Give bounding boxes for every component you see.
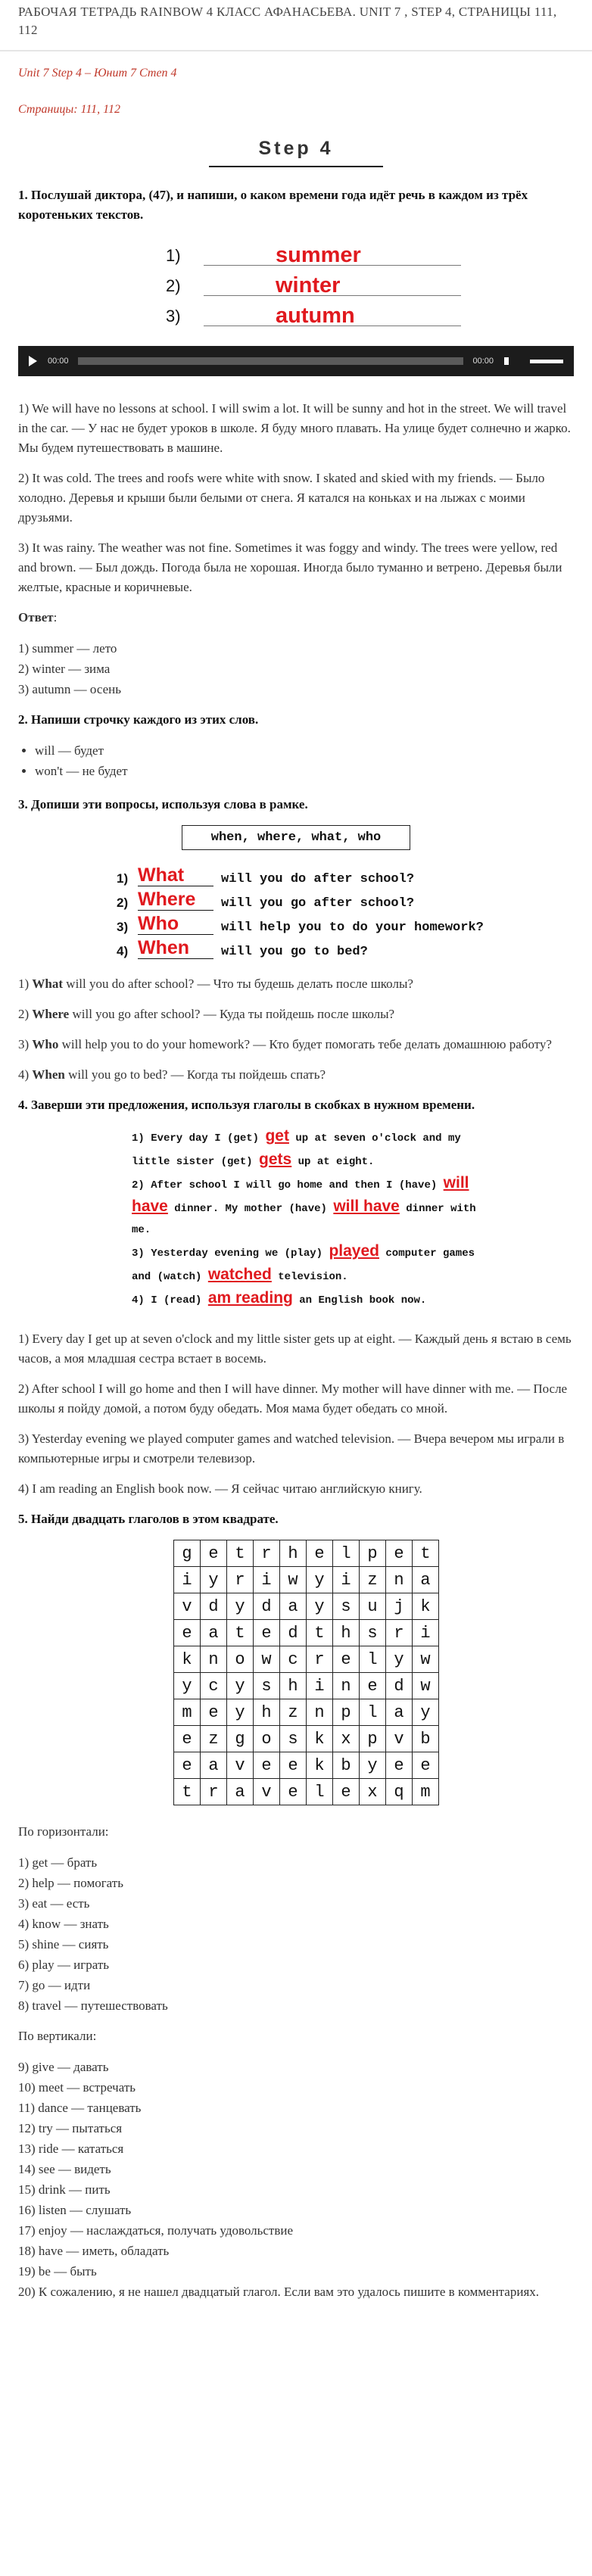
fill-answer: played [329,1242,379,1260]
answer-label: Ответ: [18,610,58,625]
grid-cell: y [201,1567,227,1593]
grid-cell: k [413,1593,439,1620]
fill-text: up at seven o'clock and my little sister (get) [132,1132,461,1168]
list-item: 9) give — давать [18,2060,109,2074]
question-row [117,886,574,911]
grid-cell: e [174,1752,201,1779]
grid-cell: i [333,1567,360,1593]
current-time: 00:00 [48,357,69,366]
question-number: 4) [117,944,129,958]
fill-text: 2) After school I will go home and then I (have) [132,1179,438,1191]
list-item: 12) try — пытаться [18,2121,123,2135]
ex1-answer-row [166,266,574,296]
grid-cell: h [254,1699,280,1726]
step-underline [209,166,383,167]
list-item: 14) see — видеть [18,2162,111,2176]
grid-cell: n [201,1646,227,1673]
grid-cell: c [280,1646,307,1673]
grid-cell: e [174,1726,201,1752]
grid-cell: w [413,1673,439,1699]
fill-text: 4) I (read) [132,1294,202,1307]
list-item: 10) meet — встречать [18,2080,136,2095]
list-item: 19) be — быть [18,2264,97,2279]
vert-list [18,2057,574,2302]
grid-cell: x [333,1726,360,1752]
ex3-heading: 3. Допиши эти вопросы, используя слова в рамке. [18,797,308,811]
line-text: will you do after school? — Что ты будешь делать после школы? [63,977,413,991]
grid-cell: w [254,1646,280,1673]
list-item: 1) get — брать [18,1855,98,1870]
grid-cell: l [360,1646,386,1673]
breadcrumb: Unit 7 Step 4 – Юнит 7 Степ 4 [18,67,177,79]
question-row [117,862,574,886]
answer-number: 1) [166,246,181,265]
grid-cell: a [386,1699,413,1726]
grid-cell: o [227,1646,254,1673]
grid-cell: y [174,1673,201,1699]
divider [0,50,592,51]
answer-word: winter [276,273,341,297]
step-heading: Step 4 [258,138,334,159]
list-item: 8) travel — путешествовать [18,1998,168,2013]
grid-cell: r [201,1779,227,1805]
line-bold: What [32,977,64,991]
grid-cell: l [360,1699,386,1726]
grid-cell: m [174,1699,201,1726]
grid-cell: s [254,1673,280,1699]
list-item: 4) know — знать [18,1917,109,1931]
volume-slider[interactable] [530,360,563,363]
grid-cell: a [201,1620,227,1646]
ex1-answer-row [166,296,574,326]
grid-cell: y [307,1593,333,1620]
grid-cell: q [386,1779,413,1805]
ex2-heading: 2. Напиши строчку каждого из этих слов. [18,712,259,727]
grid-row [174,1593,439,1620]
grid-cell: p [360,1540,386,1567]
fill-answer: will have [333,1198,400,1215]
fill-answer: get [265,1127,289,1145]
duration-time: 00:00 [472,357,494,366]
grid-cell: l [333,1540,360,1567]
grid-cell: r [307,1646,333,1673]
grid-row [174,1752,439,1779]
grid-cell: y [307,1567,333,1593]
grid-cell: h [333,1620,360,1646]
list-item: • will — будет [35,740,574,761]
grid-cell: i [174,1567,201,1593]
word-search-grid [173,1540,439,1805]
pages-label: Страницы: 111, 112 [18,103,120,116]
audio-player[interactable] [18,346,574,376]
grid-cell: p [333,1699,360,1726]
list-item: 7) go — идти [18,1978,91,1992]
grid-cell: e [360,1673,386,1699]
ex4-text: 4) I am reading an English book now. — Я сейчас читаю английскую книгу. [18,1481,422,1496]
grid-cell: d [386,1673,413,1699]
question-number: 3) [117,920,129,934]
fill-text: television. [278,1271,348,1283]
grid-cell: v [174,1593,201,1620]
grid-cell: h [280,1673,307,1699]
grid-cell: k [174,1646,201,1673]
question-row [117,911,574,935]
fill-sentence [132,1241,480,1288]
question-rest: will you go after school? [221,896,415,911]
answer-number: 3) [166,307,181,326]
ex1-answer-list [18,638,574,699]
ex1-text: 2) It was cold. The trees and roofs were white with snow. I skated and skied with my friends. — Было холодно. Деревья и крыши были белыми от снега. Я катался на коньках и на лыжах с моими друзьями. [18,471,545,525]
line-bold: When [32,1067,65,1082]
grid-cell: n [386,1567,413,1593]
list-item: 17) enjoy — наслаждаться, получать удовольствие [18,2223,294,2238]
question-number: 2) [117,896,129,910]
grid-cell: l [307,1779,333,1805]
ex2-list [18,740,574,781]
grid-cell: e [201,1699,227,1726]
fill-answer: gets [259,1151,292,1168]
list-item: 3) autumn — осень [18,682,121,696]
list-item: 3) eat — есть [18,1896,90,1911]
grid-cell: e [333,1646,360,1673]
ex5-heading: 5. Найди двадцать глаголов в этом квадрате. [18,1512,279,1526]
grid-cell: y [386,1646,413,1673]
grid-cell: e [333,1779,360,1805]
grid-cell: g [174,1540,201,1567]
answer-word: summer [276,243,361,267]
ex3-line [18,1035,574,1054]
grid-cell: g [227,1726,254,1752]
grid-cell: x [360,1779,386,1805]
grid-cell: w [413,1646,439,1673]
grid-cell: z [360,1567,386,1593]
grid-cell: y [227,1673,254,1699]
line-text: will you go to bed? — Когда ты пойдешь спать? [64,1067,326,1082]
fill-answer: will have [132,1174,469,1215]
answer-word: autumn [276,304,355,328]
grid-cell: a [280,1593,307,1620]
list-item: 1) summer — лето [18,641,117,656]
grid-cell: v [254,1779,280,1805]
line-bold: Where [32,1007,70,1021]
grid-row [174,1699,439,1726]
ex4-text: 2) After school I will go home and then I will have dinner. My mother will have dinner with me. — После школы я пойду домой, а потом буду обедать. Моя мама будет обедать со мной. [18,1381,568,1416]
grid-cell: y [413,1699,439,1726]
list-item: 18) have — иметь, обладать [18,2244,170,2258]
grid-cell: z [280,1699,307,1726]
fill-sentence [132,1288,480,1311]
answer-line [204,271,461,296]
ex3-line [18,974,574,994]
grid-cell: m [413,1779,439,1805]
ex1-answer-image [166,235,574,326]
grid-cell: d [254,1593,280,1620]
volume-icon[interactable] [504,357,519,365]
ex1-text: 3) It was rainy. The weather was not fine. Sometimes it was foggy and windy. The trees were yellow, red and brown. — Был дождь. Погода была не хорошая. Иногда было туманно и ветрено. Деревья были желтые, красные и коричневые. [18,540,562,594]
question-row [117,935,574,959]
ex4-fill-image [132,1126,480,1311]
grid-cell: i [413,1620,439,1646]
play-icon[interactable] [29,356,37,366]
grid-cell: y [227,1593,254,1620]
grid-cell: w [280,1567,307,1593]
question-word: When [138,937,213,959]
grid-cell: v [227,1752,254,1779]
grid-cell: y [227,1699,254,1726]
grid-cell: z [201,1726,227,1752]
fill-text: up at eight. [298,1156,375,1168]
line-number: 2) [18,1007,33,1021]
list-item: 6) play — играть [18,1958,110,1972]
grid-cell: e [413,1752,439,1779]
list-item: 5) shine — сиять [18,1937,109,1951]
grid-row [174,1673,439,1699]
list-item: 16) listen — слушать [18,2203,132,2217]
grid-cell: t [227,1540,254,1567]
page-title: РАБОЧАЯ ТЕТРАДЬ RAINBOW 4 КЛАСС АФАНАСЬЕВА. UNIT 7 , STEP 4, СТРАНИЦЫ 111, 112 [18,5,557,37]
grid-cell: i [307,1673,333,1699]
grid-cell: t [413,1540,439,1567]
grid-cell: o [254,1726,280,1752]
question-word: Who [138,913,213,935]
fill-text: an English book now. [299,1294,427,1307]
line-text: will help you to do your homework? — Кто будет помогать тебе делать домашнюю работу? [58,1037,552,1051]
grid-cell: e [386,1752,413,1779]
answer-number: 2) [166,276,181,295]
question-rest: will you do after school? [221,872,415,886]
grid-cell: j [386,1593,413,1620]
fill-answer: watched [207,1266,272,1283]
grid-cell: n [333,1673,360,1699]
ex3-question-image [117,862,574,959]
answer-line [204,241,461,266]
answer-label-text: Ответ [18,610,54,625]
grid-cell: e [280,1779,307,1805]
ex3-line [18,1065,574,1085]
ex3-line [18,1005,574,1024]
fill-text: dinner with me. [132,1203,476,1236]
question-word: What [138,864,213,886]
line-bold: Who [32,1037,59,1051]
grid-cell: b [413,1726,439,1752]
grid-cell: e [201,1540,227,1567]
fill-answer: am reading [207,1289,293,1307]
ex4-text: 3) Yesterday evening we played computer games and watched television. — Вчера вечером мы играли в компьютерные игры и смотрели телевизор. [18,1431,565,1466]
grid-row [174,1567,439,1593]
grid-cell: b [333,1752,360,1779]
question-number: 1) [117,871,129,886]
grid-cell: e [254,1620,280,1646]
list-item: 2) help — помогать [18,1876,123,1890]
grid-cell: u [360,1593,386,1620]
line-number: 1) [18,977,33,991]
line-number: 3) [18,1037,33,1051]
grid-cell: n [307,1699,333,1726]
fill-text: computer games and (watch) [132,1248,475,1283]
fill-text: 1) Every day I (get) [132,1132,260,1145]
grid-cell: i [254,1567,280,1593]
ex4-heading: 4. Заверши эти предложения, используя глаголы в скобках в нужном времени. [18,1098,475,1112]
question-word: Where [138,889,213,911]
grid-cell: h [280,1540,307,1567]
horiz-list [18,1852,574,2016]
grid-row [174,1726,439,1752]
grid-cell: e [280,1752,307,1779]
grid-cell: k [307,1752,333,1779]
grid-cell: e [254,1752,280,1779]
ex1-text: 1) We will have no lessons at school. I will swim a lot. It will be sunny and hot in the street. We will travel in the car. — У нас не будет уроков в школе. Я буду много плавать. На улице будет солнечно и жарко. Мы будем путешествовать в машине. [18,401,571,455]
grid-cell: c [201,1673,227,1699]
grid-cell: p [360,1726,386,1752]
grid-cell: v [386,1726,413,1752]
question-rest: will help you to do your homework? [221,920,484,935]
list-item: 13) ride — кататься [18,2141,124,2156]
list-item: • won't — не будет [35,761,574,781]
grid-row [174,1540,439,1567]
vert-label: По вертикали: [18,2029,97,2043]
question-rest: will you go to bed? [221,945,368,959]
line-text: will you go after school? — Куда ты пойдешь после школы? [69,1007,395,1021]
answer-line [204,301,461,326]
grid-cell: s [360,1620,386,1646]
grid-cell: s [280,1726,307,1752]
line-number: 4) [18,1067,33,1082]
word-box: when, where, what, who [182,825,410,850]
grid-cell: e [174,1620,201,1646]
grid-cell: e [386,1540,413,1567]
grid-row [174,1779,439,1805]
grid-cell: s [333,1593,360,1620]
list-item: 2) winter — зима [18,662,111,676]
list-item: 11) dance — танцевать [18,2101,142,2115]
list-item: 15) drink — пить [18,2182,111,2197]
grid-cell: k [307,1726,333,1752]
fill-sentence [132,1173,480,1241]
grid-cell: d [280,1620,307,1646]
list-item: 20) К сожалению, я не нашел двадцатый глагол. Если вам это удалось пишите в комментариях. [18,2285,540,2299]
grid-cell: a [227,1779,254,1805]
grid-cell: e [307,1540,333,1567]
horiz-label: По горизонтали: [18,1824,109,1839]
ex4-text: 1) Every day I get up at seven o'clock and my little sister gets up at eight. — Каждый день я встаю в семь часов, а моя младшая сестра встает в восемь. [18,1332,572,1366]
ex1-heading: 1. Послушай диктора, (47), и напиши, о каком времени года идёт речь в каждом из трёх коротеньких текстов. [18,188,528,222]
grid-cell: r [254,1540,280,1567]
fill-sentence [132,1126,480,1173]
grid-cell: r [386,1620,413,1646]
grid-cell: d [201,1593,227,1620]
grid-cell: t [307,1620,333,1646]
grid-cell: t [174,1779,201,1805]
grid-cell: a [201,1752,227,1779]
fill-text: 3) Yesterday evening we (play) [132,1248,323,1260]
ex1-answer-row [166,235,574,266]
fill-text: dinner. My mother (have) [174,1203,327,1215]
grid-cell: r [227,1567,254,1593]
grid-cell: a [413,1567,439,1593]
grid-cell: y [360,1752,386,1779]
grid-row [174,1620,439,1646]
grid-row [174,1646,439,1673]
seek-bar[interactable] [78,357,464,365]
grid-cell: t [227,1620,254,1646]
